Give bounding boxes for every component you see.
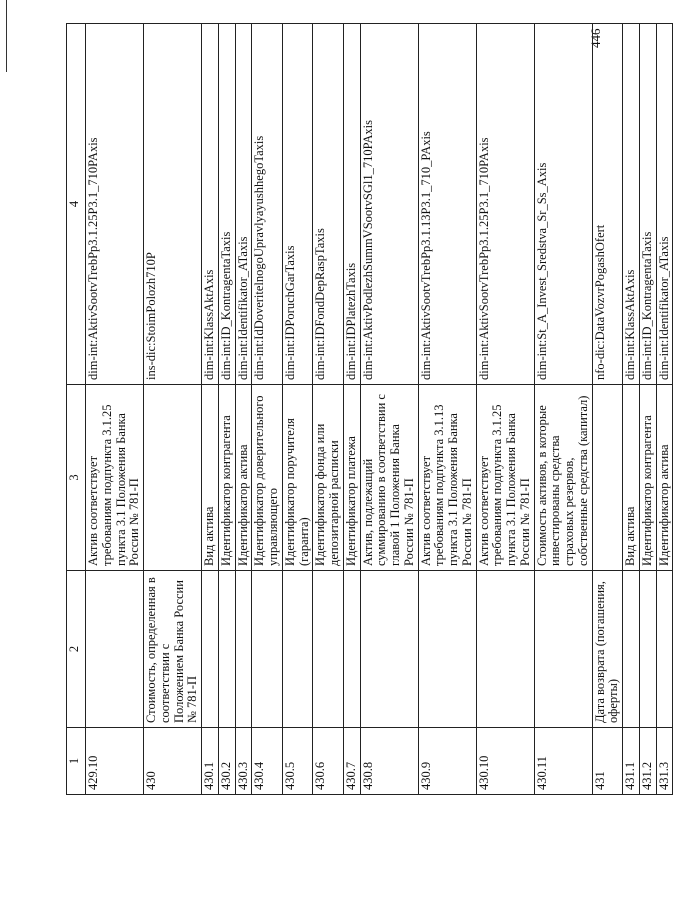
table-body bbox=[86, 24, 673, 795]
table-row bbox=[656, 24, 673, 795]
row-element: nfo-dic:DataVozvrPogashOfert bbox=[592, 24, 623, 385]
row-description: Идентификатор актива bbox=[235, 385, 252, 571]
row-element: dim-int:IDPoruchGarTaxis bbox=[282, 24, 313, 385]
row-code: 431.2 bbox=[639, 728, 656, 795]
row-code: 430.10 bbox=[476, 728, 534, 795]
row-name bbox=[623, 571, 640, 728]
table-row bbox=[343, 24, 360, 795]
row-element: dim-int:AktivPodlezhSummVSootvSGl1_710PAxis bbox=[360, 24, 418, 385]
row-name bbox=[313, 571, 344, 728]
table-row bbox=[252, 24, 283, 795]
table-row bbox=[476, 24, 534, 795]
row-name bbox=[235, 571, 252, 728]
column-header: 2 bbox=[67, 571, 86, 728]
row-name bbox=[252, 571, 283, 728]
column-header: 4 bbox=[67, 24, 86, 385]
row-element: dim-int:ID_KontragentaTaxis bbox=[639, 24, 656, 385]
row-description: Идентификатор контрагента bbox=[218, 385, 235, 571]
table-row bbox=[360, 24, 418, 795]
row-element: dim-int:AktivSootvTrebPp3.1.13P3.1_710_PAxis bbox=[418, 24, 476, 385]
row-element: dim-int:IDFondDepRaspTaxis bbox=[313, 24, 344, 385]
row-code: 430.3 bbox=[235, 728, 252, 795]
table-row bbox=[86, 24, 144, 795]
row-code: 430.9 bbox=[418, 728, 476, 795]
table-row bbox=[282, 24, 313, 795]
row-code: 431.3 bbox=[656, 728, 673, 795]
rotated-table-container bbox=[66, 60, 671, 795]
row-code: 430.4 bbox=[252, 728, 283, 795]
row-code: 431 bbox=[592, 728, 623, 795]
table-row bbox=[623, 24, 640, 795]
row-element: dim-int:IdDoveritelnogoUpravlyayushhegoTaxis bbox=[252, 24, 283, 385]
table-row bbox=[534, 24, 592, 795]
row-description bbox=[592, 385, 623, 571]
column-header: 3 bbox=[67, 385, 86, 571]
table-row bbox=[313, 24, 344, 795]
table-row bbox=[418, 24, 476, 795]
row-description: Актив, подлежащий суммированию в соответствии с главой 1 Положения Банка России № 781-П bbox=[360, 385, 418, 571]
table-row bbox=[639, 24, 656, 795]
row-name bbox=[360, 571, 418, 728]
row-element: dim-int:AktivSootvTrebPp3.1.25P3.1_710PAxis bbox=[476, 24, 534, 385]
table-row bbox=[235, 24, 252, 795]
row-name bbox=[86, 571, 144, 728]
page-edge-line bbox=[6, 0, 7, 72]
table-row bbox=[202, 24, 219, 795]
row-name: Дата возврата (погашения, оферты) bbox=[592, 571, 623, 728]
row-code: 430.1 bbox=[202, 728, 219, 795]
page-number: 446 bbox=[588, 28, 603, 48]
table-row bbox=[218, 24, 235, 795]
row-code: 430.2 bbox=[218, 728, 235, 795]
row-name bbox=[639, 571, 656, 728]
table-row bbox=[144, 24, 202, 795]
row-description: Идентификатор доверительного управляющего bbox=[252, 385, 283, 571]
row-name bbox=[656, 571, 673, 728]
row-code: 430.7 bbox=[343, 728, 360, 795]
row-code: 431.1 bbox=[623, 728, 640, 795]
row-element: dim-int:KlassAktAxis bbox=[623, 24, 640, 385]
row-name bbox=[218, 571, 235, 728]
row-description: Идентификатор поручителя (гаранта) bbox=[282, 385, 313, 571]
column-header: 1 bbox=[67, 728, 86, 795]
row-description bbox=[144, 385, 202, 571]
row-name bbox=[418, 571, 476, 728]
row-description: Идентификатор контрагента bbox=[639, 385, 656, 571]
row-description: Вид актива bbox=[623, 385, 640, 571]
row-description: Вид актива bbox=[202, 385, 219, 571]
row-code: 430.8 bbox=[360, 728, 418, 795]
row-code: 430.5 bbox=[282, 728, 313, 795]
row-element: dim-int:ID_KontragentaTaxis bbox=[218, 24, 235, 385]
row-code: 429.10 bbox=[86, 728, 144, 795]
row-element: dim-int:AktivSootvTrebPp3.1.25P3.1_710PAxis bbox=[86, 24, 144, 385]
row-element: dim-int:St_A_Invest_Sredstva_Sr_Ss_Axis bbox=[534, 24, 592, 385]
row-code: 430.11 bbox=[534, 728, 592, 795]
row-name bbox=[282, 571, 313, 728]
row-name bbox=[202, 571, 219, 728]
row-name bbox=[343, 571, 360, 728]
row-name bbox=[476, 571, 534, 728]
row-description: Актив соответствует требованиям подпункта 3.1.25 пункта 3.1 Положения Банка России № 781-П bbox=[476, 385, 534, 571]
row-description: Актив соответствует требованиям подпункта 3.1.25 пункта 3.1 Положения Банка России № 781-П bbox=[86, 385, 144, 571]
row-description: Идентификатор актива bbox=[656, 385, 673, 571]
row-element: ins-dic:StoimPolozh710P bbox=[144, 24, 202, 385]
table-row bbox=[592, 24, 623, 795]
row-element: dim-int:KlassAktAxis bbox=[202, 24, 219, 385]
row-description: Актив соответствует требованиям подпункта 3.1.13 пункта 3.1 Положения Банка России № 781-П bbox=[418, 385, 476, 571]
row-code: 430.6 bbox=[313, 728, 344, 795]
row-element: dim-int:Identifikator_ATaxis bbox=[656, 24, 673, 385]
row-code: 430 bbox=[144, 728, 202, 795]
row-element: dim-int:IDPlatezhTaxis bbox=[343, 24, 360, 385]
row-name bbox=[534, 571, 592, 728]
row-element: dim-int:Identifikator_ATaxis bbox=[235, 24, 252, 385]
row-name: Стоимость, определенная в соответствии с Положением Банка России № 781-П bbox=[144, 571, 202, 728]
row-description: Идентификатор платежа bbox=[343, 385, 360, 571]
data-table bbox=[66, 23, 673, 795]
header-row bbox=[67, 24, 86, 795]
row-description: Идентификатор фонда или депозитарной расписки bbox=[313, 385, 344, 571]
row-description: Стоимость активов, в которые инвестированы средства страховых резервов, собственные средства (капитал) bbox=[534, 385, 592, 571]
